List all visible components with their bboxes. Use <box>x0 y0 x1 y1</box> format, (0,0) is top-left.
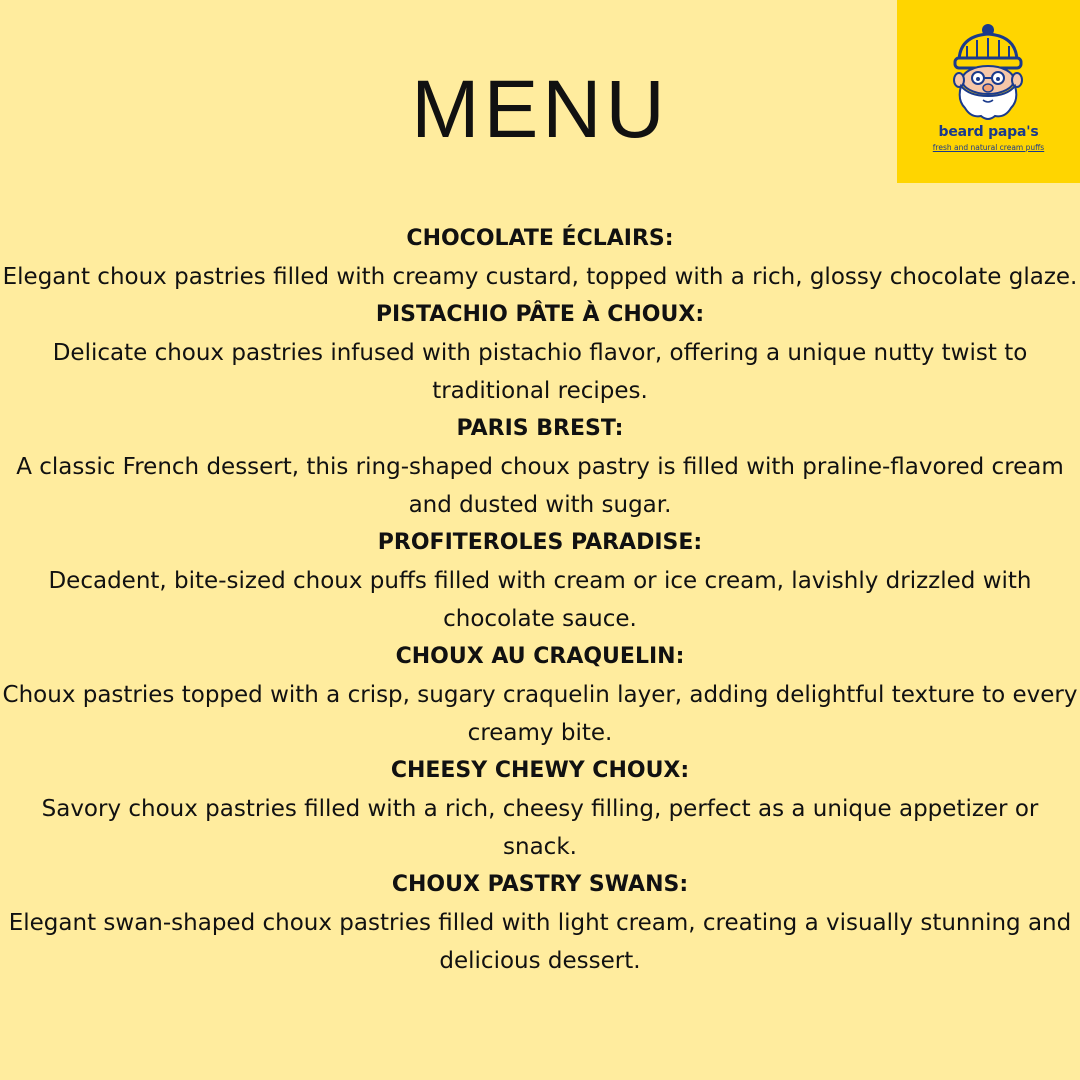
menu-item-choux-au-craquelin <box>0 638 1080 752</box>
menu-item-profiteroles-paradise <box>0 524 1080 638</box>
menu-item-description: Delicate choux pastries infused with pistachio flavor, offering a unique nutty twist to traditional recipes. <box>52 340 1028 404</box>
menu-item-name: CHOUX AU CRAQUELIN: <box>395 644 685 669</box>
page-title: MENU <box>411 64 669 155</box>
menu-item-description: Elegant choux pastries filled with creamy custard, topped with a rich, glossy chocolate glaze. <box>2 264 1078 290</box>
menu-item-description: Choux pastries topped with a crisp, sugary craquelin layer, adding delightful texture to every creamy bite. <box>2 682 1078 746</box>
menu-item-description: Savory choux pastries filled with a rich, cheesy filling, perfect as a unique appetizer or snack. <box>41 796 1039 860</box>
menu-item-name: CHOCOLATE ÉCLAIRS: <box>406 226 674 251</box>
menu-item-chocolate-eclairs <box>0 220 1080 296</box>
menu-item-choux-pastry-swans <box>0 866 1080 980</box>
menu-item-name: PROFITEROLES PARADISE: <box>377 530 703 555</box>
menu-item-paris-brest <box>0 410 1080 524</box>
menu-item-name: PISTACHIO PÂTE À CHOUX: <box>375 302 705 327</box>
brand-logo <box>897 0 1080 183</box>
menu-item-description: Decadent, bite-sized choux puffs filled with cream or ice cream, lavishly drizzled with chocolate sauce. <box>48 568 1032 632</box>
menu-item-name: CHEESY CHEWY CHOUX: <box>390 758 690 783</box>
logo-tagline: fresh and natural cream puffs <box>932 143 1045 152</box>
logo-brand-name: beard papa's <box>938 124 1039 140</box>
menu-item-description: Elegant swan-shaped choux pastries filled with light cream, creating a visually stunning and delicious dessert. <box>8 910 1072 974</box>
menu-item-pistachio-pate-a-choux <box>0 296 1080 410</box>
beard-papa-mascot-icon <box>897 0 1080 183</box>
menu-item-name: CHOUX PASTRY SWANS: <box>391 872 689 897</box>
menu-item-cheesy-chewy-choux <box>0 752 1080 866</box>
menu-list <box>0 220 1080 980</box>
menu-item-name: PARIS BREST: <box>456 416 624 441</box>
menu-item-description: A classic French dessert, this ring-shaped choux pastry is filled with praline-flavored cream and dusted with sugar. <box>16 454 1064 518</box>
